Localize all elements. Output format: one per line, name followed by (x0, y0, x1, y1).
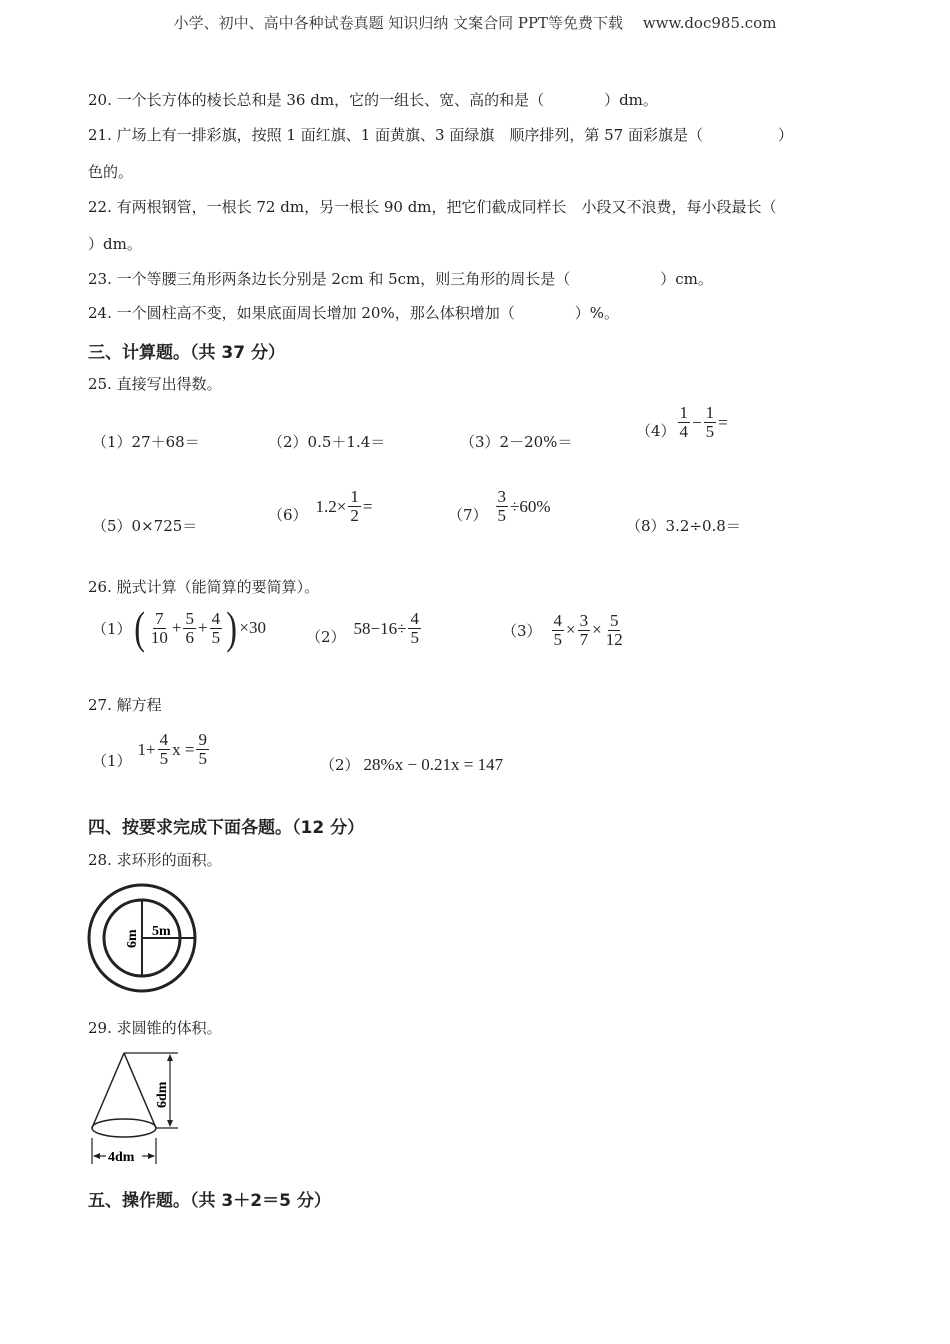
q25-item-4-label: （4） (636, 422, 676, 440)
question-22-line2: ）dm。 (88, 235, 142, 253)
diameter-arrow-right-icon (148, 1153, 155, 1159)
frac-den: 6 (185, 627, 194, 647)
expr-suffix: ÷60% (510, 496, 551, 516)
frac-den: 5 (159, 749, 169, 768)
frac-num: 4 (159, 730, 169, 750)
question-25-title: 25. 直接写出得数。 (88, 375, 222, 393)
q26-item-2 (306, 610, 423, 647)
frac-num: 5 (609, 611, 619, 630)
frac-num: 3 (579, 611, 589, 630)
frac-den: 12 (605, 629, 623, 649)
q27-item-2-label: （2） (320, 756, 360, 774)
frac-num: 4 (553, 611, 563, 630)
expr-prefix: 58−16÷ (353, 618, 407, 638)
expr-suffix: ×30 (239, 618, 266, 637)
frac-num: 9 (198, 730, 207, 750)
plus-op: + (197, 618, 208, 637)
cone-diagram (84, 1046, 194, 1168)
frac-num: 4 (211, 608, 221, 628)
q25-item-2: （2）0.5＋1.4＝ (268, 433, 386, 451)
frac-den: 2 (350, 506, 359, 525)
q26-item-3-label: （3） (502, 621, 542, 640)
question-26-title: 26. 脱式计算（能简算的要简算）。 (88, 578, 320, 596)
q27-item-2-expr: 28%x − 0.21x = 147 (363, 754, 504, 774)
height-arrow-bottom-icon (167, 1120, 173, 1127)
q25-item-6 (268, 488, 372, 525)
question-29-title: 29. 求圆锥的体积。 (88, 1019, 222, 1037)
q26-item-2-label: （2） (306, 628, 346, 646)
frac-num: 7 (155, 608, 164, 628)
cone-left-edge (92, 1053, 124, 1128)
label-6m: 6m (125, 929, 140, 948)
times-op: × (566, 620, 576, 640)
frac-den: 4 (679, 422, 689, 441)
label-6dm: 6dm (155, 1081, 170, 1108)
q25-item-6-label: （6） (268, 506, 308, 524)
label-5m: 5m (152, 924, 171, 939)
q26-item-3 (502, 612, 627, 649)
question-23: 23. 一个等腰三角形两条边长分别是 2cm 和 5cm，则三角形的周长是（ ）cm。 (88, 270, 713, 288)
frac-den: 5 (410, 628, 419, 647)
frac-den: 5 (211, 627, 221, 647)
cone-base (92, 1119, 156, 1137)
question-21-line1: 21. 广场上有一排彩旗，按照 1 面红旗、1 面黄旗、3 面绿旗 顺序排列，第 57 面彩旗是（ ） (88, 126, 793, 144)
question-22-line1: 22. 有两根钢管，一根长 72 dm，另一根长 90 dm，把它们截成同样长 小段又不浪费，每小段最长（ (88, 198, 777, 216)
q25-item-7-label: （7） (448, 506, 488, 524)
q25-item-8: （8）3.2÷0.8＝ (626, 517, 741, 535)
times-op: × (592, 620, 602, 640)
section-5-title: 五、操作题。（共 3＋2＝5 分） (88, 1191, 331, 1211)
frac-den: 7 (579, 629, 589, 649)
frac-den: 10 (150, 627, 168, 647)
frac-num: 1 (679, 403, 689, 423)
question-28-title: 28. 求环形的面积。 (88, 851, 222, 869)
q26-item-1 (92, 602, 266, 653)
frac-num: 4 (410, 609, 419, 629)
frac-den: 5 (553, 629, 563, 649)
question-20: 20. 一个长方体的棱长总和是 36 dm，它的一组长、宽、高的和是（ ）dm。 (88, 91, 658, 109)
question-27-title: 27. 解方程 (88, 696, 162, 714)
frac-num: 5 (185, 608, 194, 628)
q25-item-1: （1）27＋68＝ (92, 433, 200, 451)
section-3-title: 三、计算题。（共 37 分） (88, 343, 285, 363)
frac-num: 3 (497, 487, 507, 507)
cone-right-edge (124, 1053, 156, 1128)
question-24: 24. 一个圆柱高不变，如果底面周长增加 20%，那么体积增加（ ）%。 (88, 304, 619, 322)
plus-op: + (171, 618, 182, 637)
expr-middle: x = (172, 739, 195, 759)
left-paren: ( (133, 602, 145, 653)
label-4dm: 4dm (108, 1150, 135, 1165)
q27-item-1 (92, 728, 211, 771)
section-4-title: 四、按要求完成下面各题。（12 分） (88, 818, 365, 838)
q27-item-2 (320, 754, 503, 775)
frac-den: 5 (497, 506, 507, 525)
right-paren: ) (226, 602, 238, 653)
q25-item-7 (448, 488, 551, 525)
q26-item-1-label: （1） (92, 619, 132, 638)
q25-item-5: （5）0×725＝ (92, 517, 198, 535)
frac-den: 5 (198, 749, 207, 768)
q25-item-4 (636, 404, 728, 441)
expr-prefix: 1.2× (315, 496, 347, 516)
frac-num: 1 (350, 487, 359, 507)
equals-op: = (362, 496, 373, 516)
expr-prefix: 1+ (137, 739, 156, 759)
equals-op: = (718, 412, 728, 432)
page-header: 小学、初中、高中各种试卷真题 知识归纳 文案合同 PPT等免费下载 www.doc985.com (173, 14, 777, 32)
q27-item-1-label: （1） (92, 752, 132, 770)
diameter-arrow-left-icon (93, 1153, 100, 1159)
frac-num: 1 (705, 403, 715, 423)
q25-item-3: （3）2－20%＝ (460, 433, 573, 451)
minus-op: − (692, 412, 702, 432)
question-21-line2: 色的。 (88, 163, 134, 181)
ring-diagram (86, 882, 198, 994)
height-arrow-top-icon (167, 1054, 173, 1061)
frac-den: 5 (705, 422, 715, 441)
